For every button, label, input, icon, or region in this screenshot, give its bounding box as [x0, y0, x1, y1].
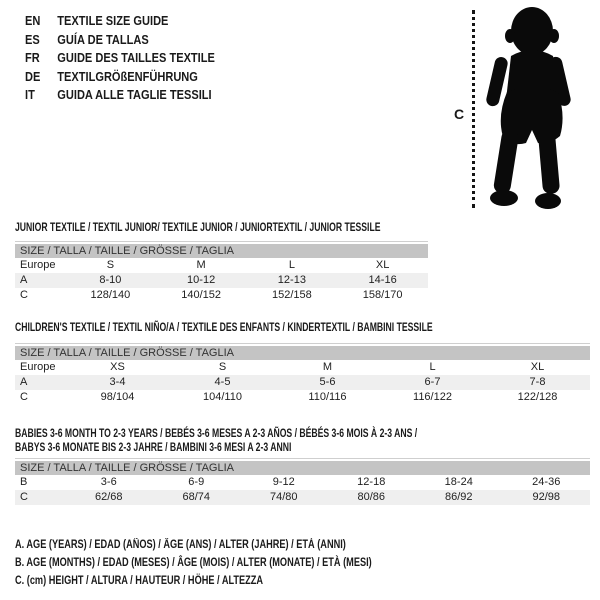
junior-size-table: [15, 241, 428, 303]
children-textile-section: [15, 321, 590, 405]
size-cell: L: [288, 259, 295, 271]
language-code: ES: [25, 31, 40, 47]
table-row-height: [15, 288, 428, 303]
size-cell: S: [218, 361, 227, 373]
height-measure-dashed-line: [472, 10, 475, 208]
value-cell: 62/68: [94, 491, 123, 503]
language-title-list: [25, 12, 215, 105]
junior-table-title: JUNIOR TEXTILE / TEXTIL JUNIOR/ TEXTILE JUNIOR / JUNIORTEXTIL / JUNIOR TESSILE: [15, 220, 381, 234]
table-row-age: [15, 273, 428, 288]
value-cell: 122/128: [517, 391, 558, 403]
value-cell: 3-6: [100, 476, 117, 488]
value-cell: 24-36: [532, 476, 561, 488]
value-cell: 104/110: [203, 391, 242, 403]
row-label: A: [20, 376, 28, 388]
value-cell: 10-12: [187, 274, 216, 286]
toddler-silhouette: [481, 4, 578, 214]
size-cell: S: [106, 259, 115, 271]
value-cell: 12-13: [277, 274, 306, 286]
table-row-age-months: [15, 475, 590, 490]
value-cell: 68/74: [182, 491, 211, 503]
value-cell: 128/140: [90, 289, 131, 301]
babies-table-title: [15, 427, 429, 454]
children-table-title: CHILDREN'S TEXTILE / TEXTIL NIÑO/A / TEXTILE DES ENFANTS / KINDERTEXTIL / BAMBINI TESSILE: [15, 320, 433, 334]
value-cell: 9-12: [272, 476, 295, 488]
language-label: TEXTILGRÖßENFÜHRUNG: [57, 68, 198, 84]
footnote-a: A. AGE (YEARS) / EDAD (AÑOS) / ÂGE (ANS) / ALTER (JAHRE) / ETÀ (ANNI): [15, 539, 346, 551]
value-cell: 7-8: [529, 376, 546, 388]
language-code: IT: [25, 87, 35, 103]
value-cell: 5-6: [319, 376, 336, 388]
value-cell: 86/92: [444, 491, 473, 503]
language-code: DE: [25, 68, 41, 84]
value-cell: 98/104: [100, 391, 135, 403]
region-label: Europe: [20, 259, 56, 271]
children-size-table: [15, 343, 590, 405]
size-cell: M: [196, 259, 206, 271]
value-cell: 110/116: [308, 391, 347, 403]
row-label: A: [20, 274, 28, 286]
table-row-sizes: [15, 258, 428, 273]
value-cell: 140/152: [181, 289, 221, 301]
language-row-it: [25, 86, 215, 105]
row-label: C: [20, 491, 28, 503]
row-label: C: [20, 289, 28, 301]
size-cell: M: [322, 361, 333, 373]
babies-title-line1: BABIES 3-6 MONTH TO 2-3 YEARS / BEBÉS 3-6 MESES A 2-3 AÑOS / BÉBÉS 3-6 MOIS À 2-3 ANS /: [15, 426, 418, 440]
footnote-legend: [15, 537, 372, 590]
value-cell: 4-5: [214, 376, 231, 388]
value-cell: 80/86: [357, 491, 386, 503]
size-header-row: SIZE / TALLA / TAILLE / GRÖSSE / TAGLIA: [15, 244, 428, 258]
value-cell: 18-24: [444, 476, 473, 488]
language-code: FR: [25, 50, 40, 66]
value-cell: 116/122: [413, 391, 452, 403]
row-label: C: [20, 391, 28, 403]
language-row-es: [25, 31, 215, 50]
region-label: Europe: [20, 361, 56, 373]
babies-title-line2: BABYS 3-6 MONATE BIS 2-3 JAHRE / BAMBINI 3-6 MESI A 2-3 ANNI: [15, 439, 292, 454]
value-cell: 14-16: [368, 274, 397, 286]
footnote-c: C. (cm) HEIGHT / ALTURA / HAUTEUR / HÖHE / ALTEZZA: [15, 574, 264, 587]
value-cell: 12-18: [357, 476, 386, 488]
language-label: GUIDE DES TAILLES TEXTILE: [57, 50, 215, 66]
size-header-row: SIZE / TALLA / TAILLE / GRÖSSE / TAGLIA: [15, 461, 590, 475]
table-row-sizes: [15, 360, 590, 375]
babies-size-table: [15, 458, 590, 505]
table-row-height: [15, 390, 590, 405]
language-row-fr: [25, 49, 215, 68]
value-cell: 6-7: [424, 376, 441, 388]
size-cell: L: [429, 361, 436, 373]
language-label: GUÍA DE TALLAS: [57, 31, 149, 47]
language-row-en: [25, 12, 215, 31]
value-cell: 158/170: [362, 289, 403, 301]
size-header-row: SIZE / TALLA / TAILLE / GRÖSSE / TAGLIA: [15, 346, 590, 360]
value-cell: 152/158: [271, 289, 312, 301]
size-cell: XL: [530, 361, 545, 373]
language-label: GUIDA ALLE TAGLIE TESSILI: [57, 87, 212, 103]
junior-textile-section: [15, 221, 428, 303]
table-row-height: [15, 490, 590, 505]
value-cell: 3-4: [109, 376, 126, 388]
row-label: B: [20, 476, 28, 488]
babies-textile-section: [15, 427, 590, 505]
language-code: EN: [25, 13, 41, 28]
value-cell: 92/98: [532, 491, 561, 503]
value-cell: 74/80: [269, 491, 298, 503]
value-cell: 8-10: [99, 274, 122, 286]
size-cell: XS: [110, 361, 125, 373]
language-row-de: [25, 68, 215, 87]
table-row-age: [15, 375, 590, 390]
language-label: TEXTILE SIZE GUIDE: [57, 13, 169, 28]
value-cell: 6-9: [188, 476, 205, 488]
footnote-b: B. AGE (MONTHS) / EDAD (MESES) / ÂGE (MOIS) / ALTER (MONATE) / ETÀ (MESI): [15, 556, 372, 569]
height-measure-label: C: [454, 106, 465, 122]
size-cell: XL: [375, 259, 390, 271]
